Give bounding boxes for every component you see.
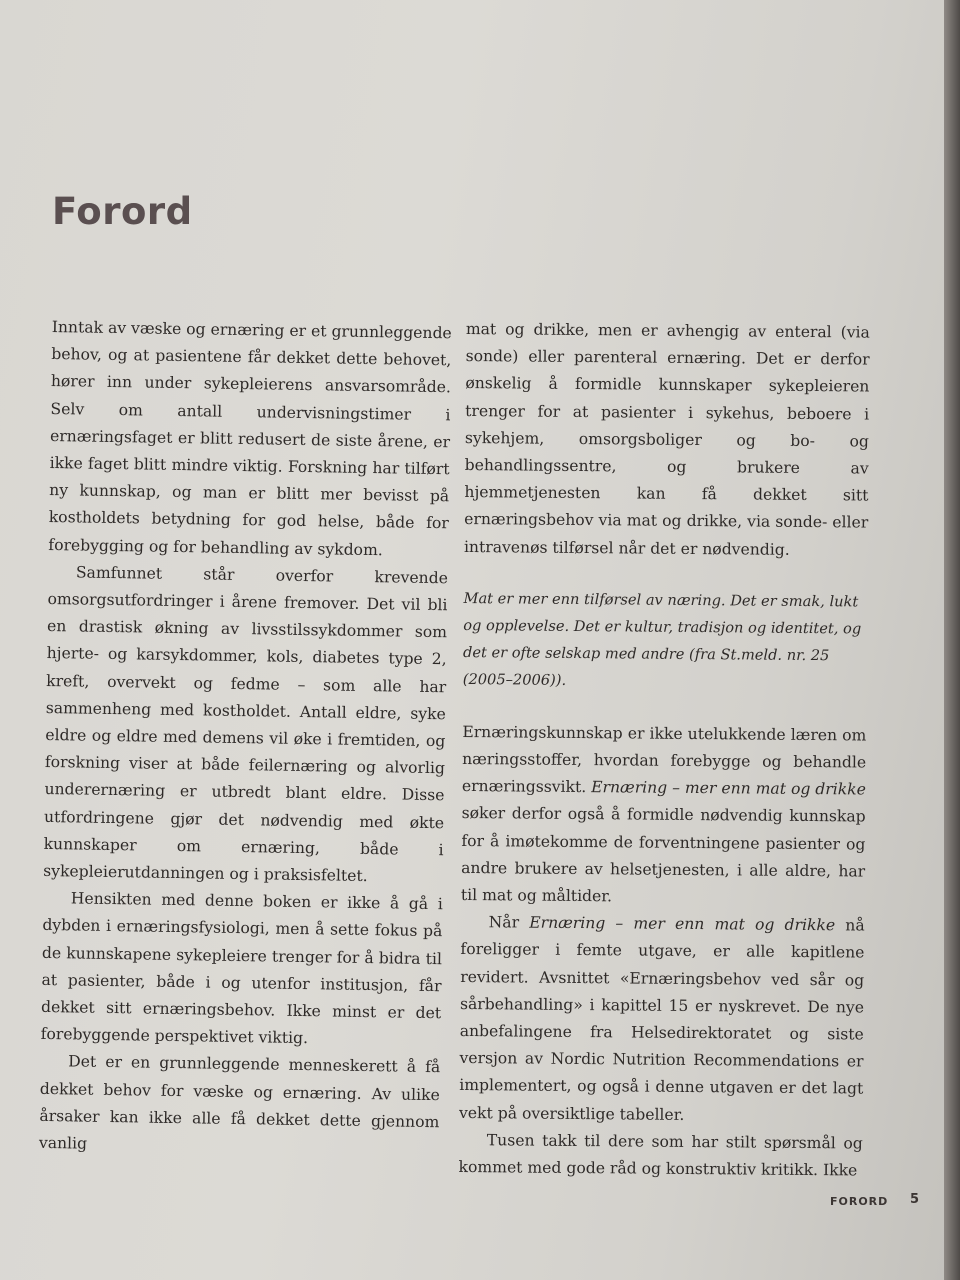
right-paragraph-4: Tusen takk til dere som har stilt spørsmål og kommet med gode råd og konstruktiv kritikk. Ikke	[458, 1131, 863, 1180]
left-paragraph-2: Samfunnet står overfor krevende omsorgsutfordringer i årene fremover. Det vil bli en drastisk økning av livsstilssykdommer som hjerte- og karsykdommer, kols, diabetes type 2, kreft, overvekt og fedme – som alle har sammenheng med kostholdet. Antall eldre, syke eldre og eldre med demens vil øke i fremtiden, og forskning viser at både feilernæring og alvorlig underernæring er utbredt blant eldre. Disse utfordringene gjør det nødvendig med økte kunnskaper om ernæring, både i sykepleierutdanningen og i praksisfeltet.	[43, 563, 449, 886]
book-title-italic: Ernæring – mer enn mat og drikke	[591, 778, 866, 799]
left-paragraph-1: Inntak av væske og ernæring er et grunnleggende behov, og at pasientene får dekket dette behovet, hører inn under sykepleierens ansvarsområde. Selv om antall undervisningstimer i ernæringsfaget er blitt redusert de siste årene, er ikke faget blitt mindre viktig. Forskning har tilført ny kunnskap, og man er blitt mer bevisst på kostholdets betydning for god helse, både for forebygging og for behandling av sykdom.	[48, 317, 452, 559]
text-run: Ernæringskunnskap er ikke utelukkende læren om næringsstoffer, hvordan forebygge og behandle ernæringssvikt.	[461, 722, 867, 797]
running-footer: FORORD	[830, 1195, 889, 1208]
chapter-heading: Forord	[52, 190, 193, 233]
left-text-column	[39, 314, 452, 1163]
pull-quote: Mat er mer enn tilførsel av næring. Det er smak, lukt og opplevelse. Det er kultur, tradisjon og identitet, og det er ofte selskap med andre (fra St.meld. nr. 25 (2005–2006)).	[462, 589, 862, 689]
right-paragraph-3	[459, 909, 865, 1130]
right-paragraph-1: mat og drikke, men er avhengig av enteral (via sonde) eller parenteral ernæring. Det er derfor ønskelig å formidle kunnskaper sykepleieren trenger for at pasienter i sykehus, beboere i sykehjem, omsorgsboliger og bo- og behandlingssentre, og brukere av hjemmetjenesten kan få dekket sitt ernæringsbehov via mat og drikke, via sonde- eller intravenøs tilførsel når det er nødvendig.	[463, 319, 870, 559]
book-title-italic: Ernæring – mer enn mat og drikke	[529, 913, 836, 935]
right-text-column	[458, 316, 870, 1185]
left-paragraph-3: Hensikten med denne boken er ikke å gå i dybden i ernæringsfysiologi, men å sette fokus på de kunnskapene sykepleiere trenger for å bidra til at pasienter, både i og utenfor institusjon, får dekket sitt ernæringsbehov. Ikke minst er det forebyggende perspektivet viktig.	[40, 889, 443, 1048]
text-run: Når	[488, 913, 520, 932]
right-paragraph-2	[461, 719, 867, 913]
page-edge-shadow	[944, 0, 960, 1280]
page-number: 5	[910, 1192, 920, 1207]
text-run: søker derfor også å formidle nødvendig kunnskap for å imøtekomme de forventningene pasienter og andre brukere av helsetjenesten, i alle aldre, har til mat og måltider.	[460, 804, 866, 906]
left-paragraph-4: Det er en grunnleggende menneskerett å få dekket behov for væske og ernæring. Av ulike årsaker kan ikke alle få dekket dette gjennom vanlig	[38, 1052, 441, 1153]
text-run: nå foreligger i femte utgave, er alle kapitlene revidert. Avsnittet «Ernæringsbehov ved sår og sårbehandling» i kapittel 15 er nyskrevet. De nye anbefalingene fra Helsedirektoratet og siste versjon av Nordic Nutrition Recommendations er implementert, og også i denne utgaven er det lagt vekt på oversiktlige tabeller.	[458, 916, 865, 1124]
